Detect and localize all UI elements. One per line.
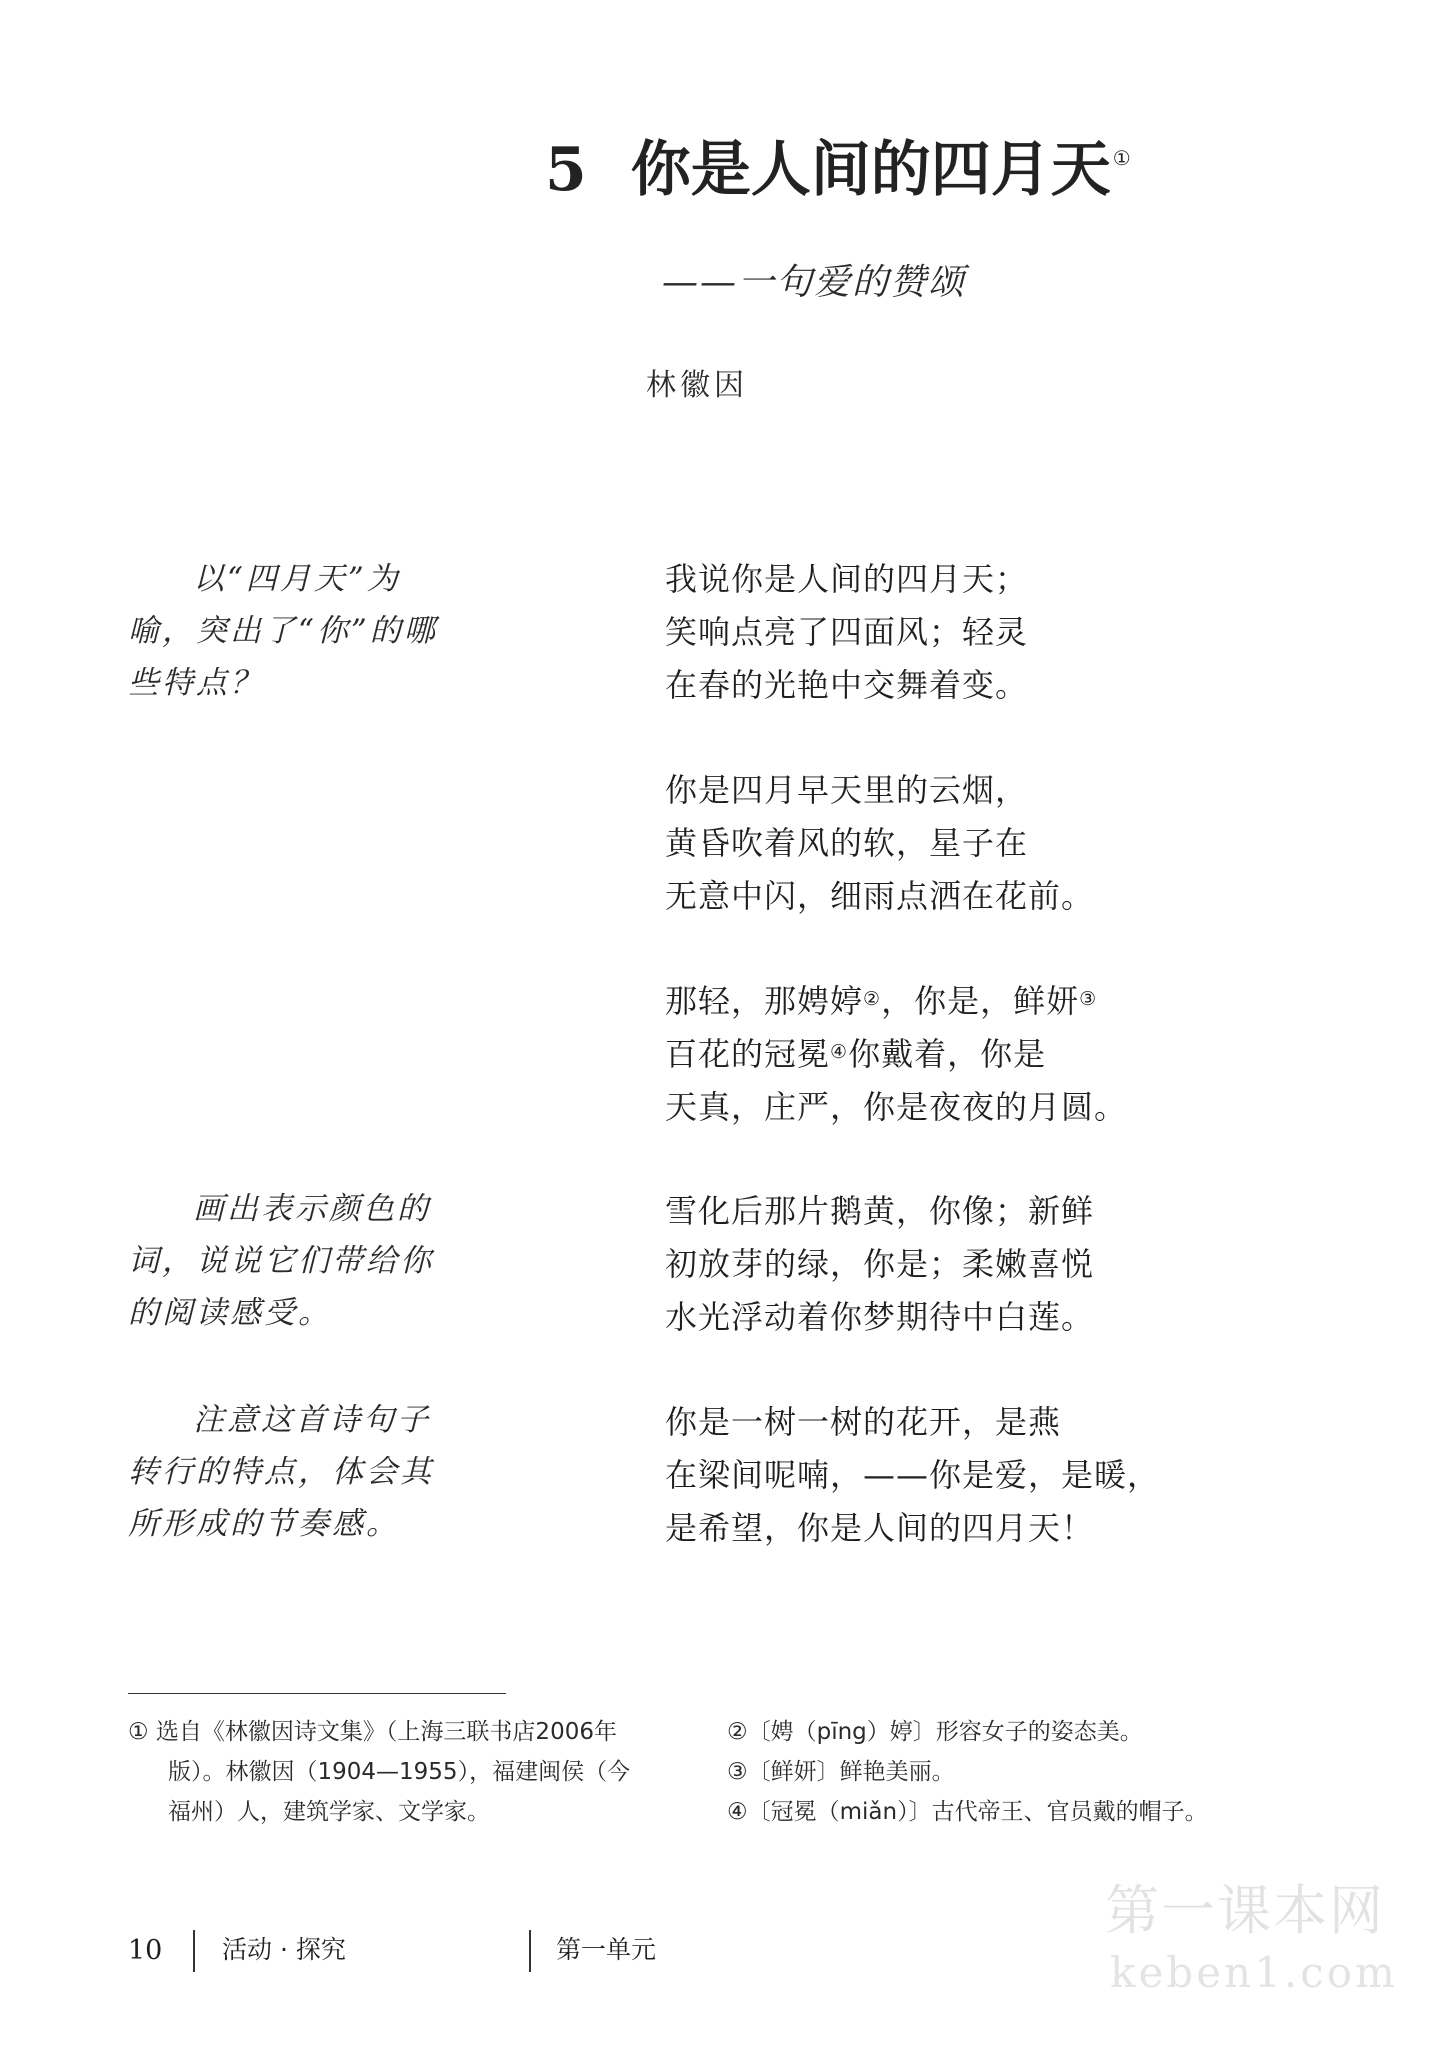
footer-divider [529, 1930, 531, 1972]
poem-stanza-5 [665, 1396, 1225, 1555]
page-number: 10 [128, 1935, 163, 1966]
side-note-1: 以“四月天”为喻，突出了“你”的哪些特点？ [128, 561, 438, 701]
poem-line: 笑响点亮了四面风；轻灵 [665, 613, 1029, 651]
footnote-3: ③〔鲜妍〕鲜艳美丽。 [727, 1759, 955, 1785]
poem-text: 你戴着，你是 [848, 1035, 1047, 1073]
author-name: 林徽因 [646, 368, 748, 403]
poem-line: 你是四月早天里的云烟， [665, 771, 1029, 809]
poem-line: 在梁间呢喃，——你是爱，是暖， [665, 1456, 1161, 1494]
poem-line [665, 975, 1225, 1028]
footer-section: 活动 · 探究 [222, 1935, 346, 1964]
poem-line: 是希望，你是人间的四月天！ [665, 1509, 1095, 1547]
poem-text: 那轻，那娉婷 [665, 982, 864, 1020]
side-note-2: 画出表示颜色的词，说说它们带给你的阅读感受。 [128, 1191, 434, 1331]
poem-line: 黄昏吹着风的软，星子在 [665, 824, 1029, 862]
poem-line: 初放芽的绿，你是；柔嫩喜悦 [665, 1245, 1095, 1283]
poem-line: 我说你是人间的四月天； [665, 560, 1029, 598]
footnote-mark-3[interactable]: ③ [1079, 988, 1098, 1010]
footnote-mark-4[interactable]: ④ [830, 1041, 849, 1063]
footer-unit: 第一单元 [556, 1935, 657, 1964]
watermark-en: keben1.com [1110, 1948, 1398, 1997]
poem-line: 雪化后那片鹅黄，你像；新鲜 [665, 1192, 1095, 1230]
watermark-cn: 第一课本网 [1105, 1879, 1385, 1942]
poem-line: 你是一树一树的花开，是燕 [665, 1403, 1062, 1441]
poem-stanza-3 [665, 975, 1225, 1134]
side-note-3: 注意这首诗句子转行的特点，体会其所形成的节奏感。 [128, 1402, 434, 1542]
footnote-2: ②〔娉（pīng）婷〕形容女子的姿态美。 [727, 1719, 1143, 1745]
lesson-subtitle: ——一句爱的赞颂 [662, 262, 967, 303]
poem-text: 百花的冠冕 [665, 1035, 831, 1073]
poem-line: 在春的光艳中交舞着变。 [665, 666, 1029, 704]
footnote-divider [128, 1693, 506, 1694]
lesson-number: 5 [545, 135, 587, 205]
poem-line: 无意中闪，细雨点洒在花前。 [665, 877, 1095, 915]
footnote-1 [128, 1712, 680, 1832]
poem-line [665, 1028, 1225, 1081]
footnote-mark-2[interactable]: ② [863, 988, 882, 1010]
lesson-title [545, 135, 1131, 205]
footnote-4: ④〔冠冕（miǎn）〕古代帝王、官员戴的帽子。 [727, 1799, 1208, 1825]
footnote-line: 福州）人，建筑学家、文学家。 [168, 1799, 490, 1825]
footnote-line: 版）。林徽因（1904—1955），福建闽侯（今 [168, 1759, 631, 1785]
poem-text: ，你是，鲜妍 [881, 982, 1080, 1020]
footnotes-2-4 [727, 1712, 1367, 1832]
footnote-line: ① 选自《林徽因诗文集》（上海三联书店2006年 [128, 1719, 617, 1745]
poem-line: 水光浮动着你梦期待中白莲。 [665, 1298, 1095, 1336]
footer-divider [193, 1930, 195, 1972]
poem-line: 天真，庄严，你是夜夜的月圆。 [665, 1088, 1128, 1126]
poem-stanza-1 [665, 553, 1225, 712]
poem-stanza-4 [665, 1185, 1225, 1344]
poem-stanza-2 [665, 764, 1225, 923]
lesson-title-text: 你是人间的四月天 [630, 135, 1111, 205]
title-footnote-mark[interactable]: ① [1112, 146, 1131, 170]
